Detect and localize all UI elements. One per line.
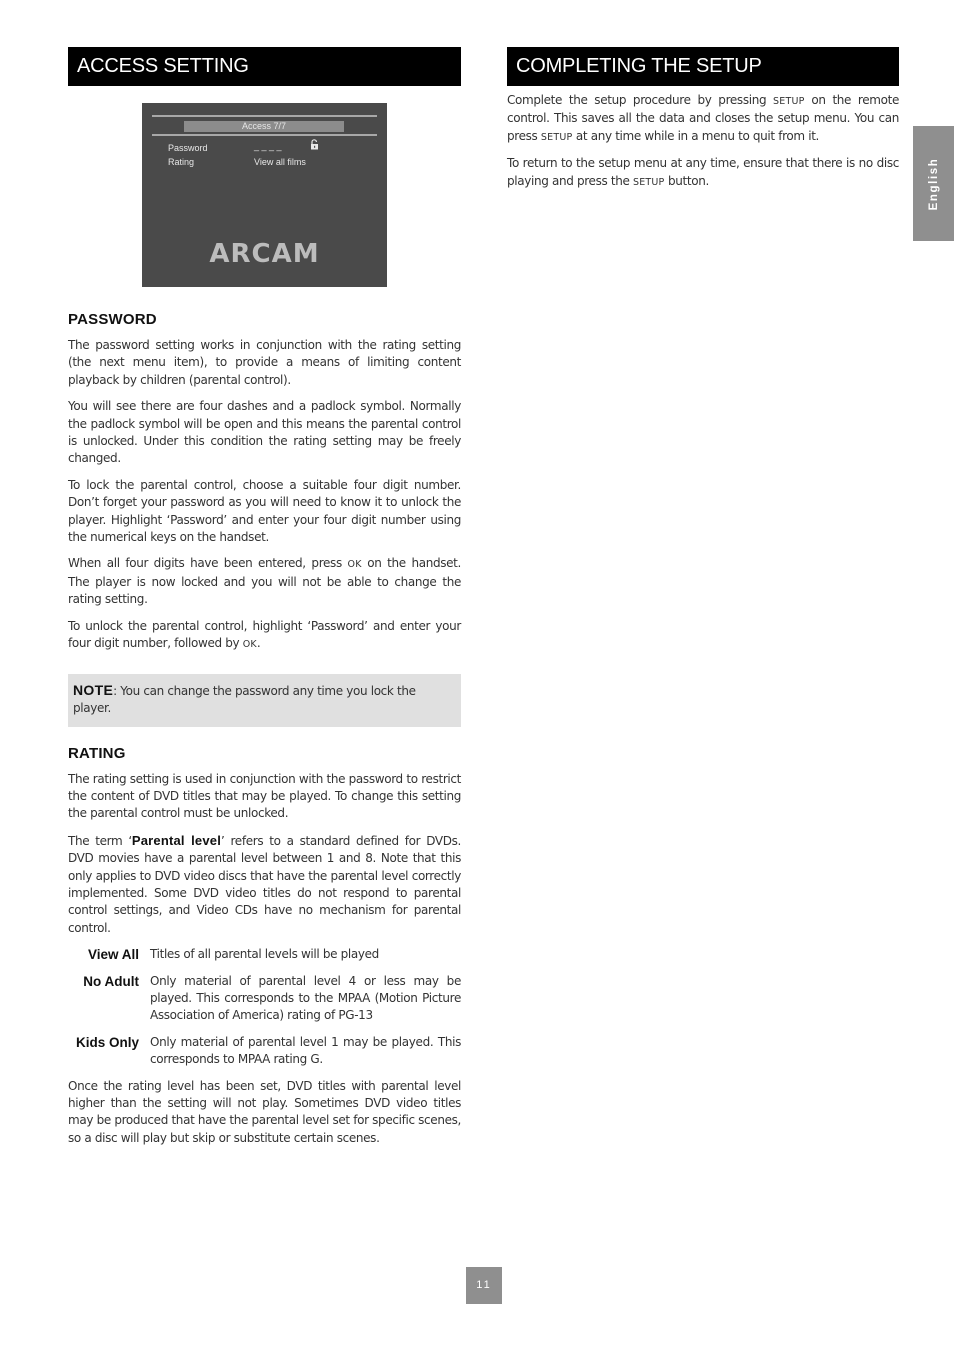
setup-key: SETUP [632,176,665,188]
osd-divider-bottom [152,134,377,136]
note-box [68,674,461,727]
osd-title: Access 7/7 [184,121,344,132]
password-heading: PASSWORD [68,311,157,328]
password-paragraph-5: To unlock the parental control, highlight ‘Password’ and enter your four digit number, followed by OK. [68,618,461,651]
section-header-access-setting: ACCESS SETTING [68,47,461,86]
level-term: No Adult [83,973,139,989]
password-paragraph-3: To lock the parental control, choose a suitable four digit number. Don’t forget your password as you will need to know it to unlock the player. Highlight ‘Password’ and enter your four digit number using the numerical keys on the handset. [68,477,461,545]
setup-key: SETUP [773,96,805,107]
password-paragraph-4: When all four digits have been entered, press OK on the handset. The player is now locked and you will not be able to change the rating setting. [68,556,462,607]
left-column [68,47,461,1156]
completing-paragraph-2: To return to the setup menu at any time, ensure that there is no disc playing and press the SETUP button. [507,156,899,188]
rating-heading: RATING [68,744,126,762]
list-item [68,973,461,1025]
level-term: Kids Only [75,1034,139,1050]
password-paragraph-2: You will see there are four dashes and a padlock symbol. Normally the padlock symbol will be open and this means the parental control is unlocked. Under this condition the rating setting may be freely changed. [68,399,461,466]
osd-password-value: _ _ _ _ [254,141,282,151]
parental-level-term: Parental level [131,832,222,848]
osd-screenshot [142,103,387,287]
note-label: NOTE [73,681,114,698]
ok-key: OK [347,559,362,571]
level-description: Only material of parental level 1 may be played. This corresponds to MPAA rating G. [150,1034,461,1067]
osd-rating-label: Rating [168,157,195,167]
setup-key: SETUP [540,131,573,143]
page-number: 11 [466,1267,502,1304]
right-column [507,47,899,200]
section-header-completing-setup: COMPLETING THE SETUP [507,47,899,86]
password-paragraph-1: The password setting works in conjunction with the rating setting (the next menu item), to provide a means of limiting content playback by children (parental control). [68,338,461,387]
list-item [68,1034,461,1069]
rating-paragraph-1: The rating setting is used in conjunction with the password to restrict the content of DVD titles that may be played. To change this setting the parental control must be unlocked. [68,771,461,821]
list-item [68,946,461,963]
rating-levels-list [68,946,461,1068]
level-term: View All [87,947,139,963]
osd-rating-value: View all films [254,157,306,167]
completing-paragraph-1: Complete the setup procedure by pressing SETUP on the remote control. This saves all the data and closes the setup menu. You can press SETUP at any time while in a menu to quit from it. [507,93,899,143]
rating-paragraph-3: Once the rating level has been set, DVD titles with parental level higher than the setting will not play. Sometimes DVD video titles may be produced that have the parental level set for specific scenes, so a disc will play but skip or substitute certain scenes. [68,1078,461,1145]
osd-divider-top [152,115,377,117]
rating-paragraph-2: The term ‘Parental level’ refers to a standard defined for DVDs. DVD movies have a parental level between 1 and 8. Note that this only applies to DVD video discs that have the parental level correctly implemented. Some DVD video titles do not respond to parental control settings, and Video CDs have no mechanism for parental control. [68,832,461,935]
level-description: Only material of parental level 4 or less may be played. This corresponds to the MPAA (Motion Picture Association of America) rating of PG-13 [150,973,461,1023]
language-tab: English [913,126,954,241]
osd-password-label: Password [168,143,208,153]
ok-key: OK [242,639,257,651]
note-text: : You can change the password any time you lock the player. [73,683,416,715]
padlock-open-icon [310,139,319,150]
level-description: Titles of all parental levels will be played [150,947,379,962]
arcam-logo: ARCAM [209,239,320,269]
